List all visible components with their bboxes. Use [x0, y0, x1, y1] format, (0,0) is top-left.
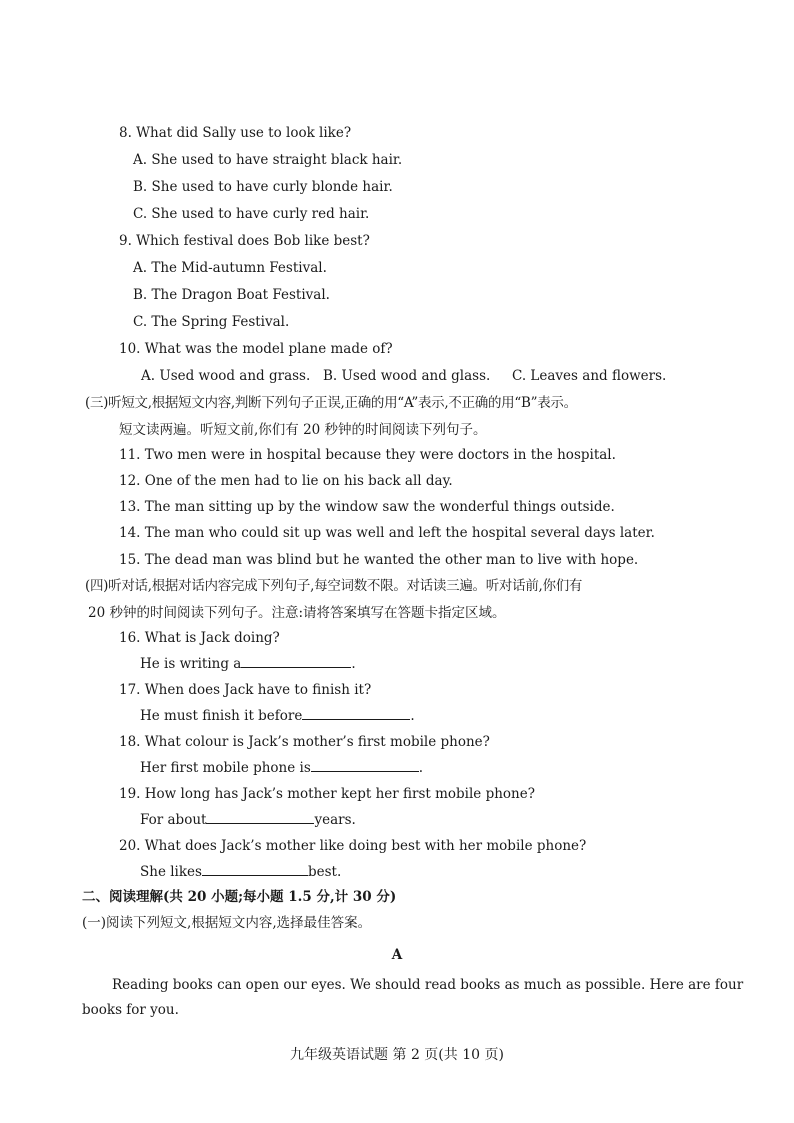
q9-option-a: A. The Mid-autumn Festival. [133, 260, 327, 276]
answer-line-17 [140, 707, 415, 725]
answer-20-prefix: She likes [140, 864, 202, 880]
statement-15: 15. The dead man was blind but he wanted the other man to live with hope. [119, 552, 639, 568]
statement-11: 11. Two men were in hospital because they were doctors in the hospital. [119, 447, 616, 463]
answer-line-16 [140, 655, 356, 673]
passage-text-line-1: Reading books can open our eyes. We should read books as much as possible. Here are four [112, 977, 744, 993]
question-16: 16. What is Jack doing? [119, 630, 280, 646]
part2-heading: 二、阅读理解(共 20 小题;每小题 1.5 分,计 30 分) [82, 889, 397, 905]
passage-label: A [391, 947, 403, 963]
answer-17-suffix: . [410, 708, 415, 724]
q10-option-b: B. Used wood and glass. [323, 368, 491, 384]
answer-line-20 [140, 863, 341, 881]
question-17: 17. When does Jack have to finish it? [119, 682, 372, 698]
section4-instruction-cont: 20 秒钟的时间阅读下列句子。注意:请将答案填写在答题卡指定区域。 [88, 605, 506, 621]
answer-line-19 [140, 811, 356, 829]
answer-18-prefix: Her first mobile phone is [140, 760, 311, 776]
answer-16-suffix: . [351, 656, 356, 672]
part2-sub-heading: (一)阅读下列短文,根据短文内容,选择最佳答案。 [82, 915, 372, 931]
answer-line-18 [140, 759, 423, 777]
section3-instruction: (三)听短文,根据短文内容,判断下列句子正误,正确的用“A”表示,不正确的用“B”表示。 [85, 395, 577, 411]
page-footer: 九年级英语试题 第 2 页(共 10 页) [290, 1047, 504, 1063]
q10-option-c: C. Leaves and flowers. [512, 368, 667, 384]
answer-19-suffix: years. [314, 812, 356, 828]
question-19: 19. How long has Jack’s mother kept her first mobile phone? [119, 786, 535, 802]
statement-12: 12. One of the men had to lie on his back all day. [119, 473, 453, 489]
answer-18-suffix: . [418, 760, 424, 776]
section4-instruction: (四)听对话,根据对话内容完成下列句子,每空词数不限。对话读三遍。听对话前,你们有 [85, 578, 583, 594]
question-9: 9. Which festival does Bob like best? [119, 233, 370, 249]
question-18: 18. What colour is Jack’s mother’s first mobile phone? [119, 734, 490, 750]
passage-text-line-2: books for you. [82, 1002, 179, 1018]
section3-instruction-cont: 短文读两遍。听短文前,你们有 20 秒钟的时间阅读下列句子。 [119, 422, 487, 438]
answer-blank-16[interactable] [241, 655, 351, 668]
answer-17-prefix: He must finish it before [140, 708, 303, 724]
q10-option-a: A. Used wood and grass. [141, 368, 311, 384]
question-10: 10. What was the model plane made of? [119, 341, 393, 357]
answer-20-suffix: best. [307, 864, 342, 880]
answer-blank-19[interactable] [206, 811, 314, 824]
answer-16-prefix: He is writing a [140, 656, 242, 672]
answer-blank-20[interactable] [202, 863, 308, 876]
question-8: 8. What did Sally use to look like? [119, 125, 352, 141]
q9-option-c: C. The Spring Festival. [133, 314, 290, 330]
answer-blank-17[interactable] [302, 707, 410, 720]
q8-option-b: B. She used to have curly blonde hair. [133, 179, 393, 195]
answer-19-prefix: For about [140, 812, 207, 828]
statement-13: 13. The man sitting up by the window saw the wonderful things outside. [119, 499, 615, 515]
q8-option-a: A. She used to have straight black hair. [133, 152, 403, 168]
answer-blank-18[interactable] [311, 759, 419, 772]
q8-option-c: C. She used to have curly red hair. [133, 206, 370, 222]
q9-option-b: B. The Dragon Boat Festival. [133, 287, 330, 303]
question-20: 20. What does Jack’s mother like doing best with her mobile phone? [119, 838, 587, 854]
statement-14: 14. The man who could sit up was well and left the hospital several days later. [119, 525, 655, 541]
